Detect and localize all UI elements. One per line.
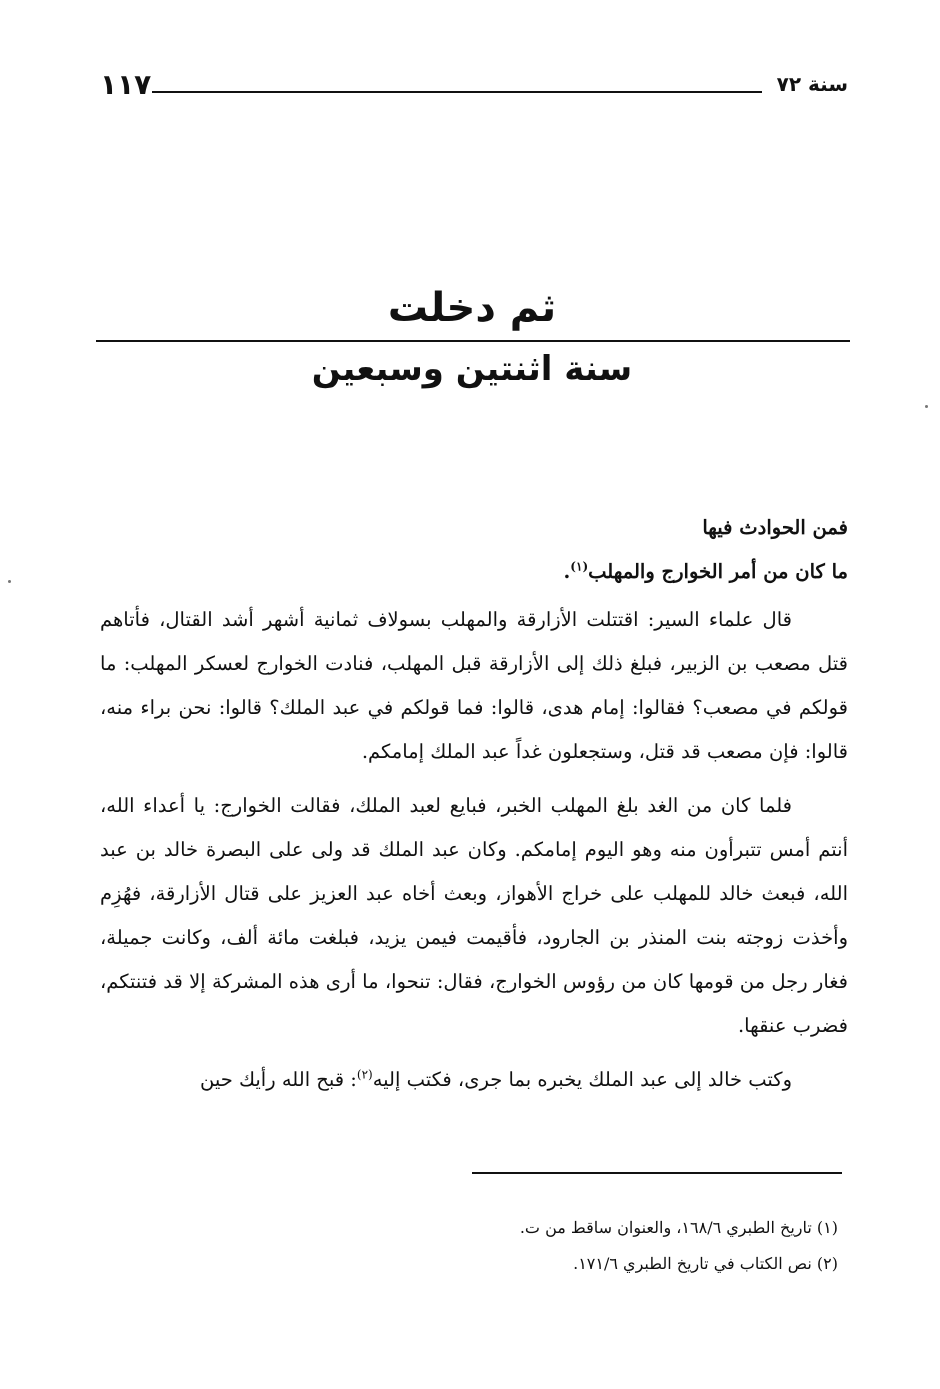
running-header <box>100 68 848 102</box>
scan-speck <box>8 580 11 583</box>
page-number: ١١٧ <box>100 68 152 101</box>
subheading-kharijites <box>100 550 848 594</box>
chapter-rule <box>96 340 850 342</box>
paragraph-3-start: وكتب خالد إلى عبد الملك يخبره بما جرى، فكتب إليه <box>372 1068 792 1091</box>
header-rule <box>152 91 762 93</box>
chapter-title-bottom: سنة اثنتين وسبعين <box>311 349 633 389</box>
scan-speck <box>925 405 928 408</box>
subheading-kharijites-text: ما كان من أمر الخوارج والمهلب <box>588 560 848 583</box>
paragraph-3-end: : قبح الله رأيك حين <box>199 1068 357 1091</box>
footnote-1: (١) تاريخ الطبري ١٦٨/٦، والعنوان ساقط من ت. <box>519 1218 838 1237</box>
footnote-2: (٢) نص الكتاب في تاريخ الطبري ١٧١/٦. <box>573 1254 838 1273</box>
subheading-events <box>100 506 848 550</box>
subheading-kharijites-end: . <box>563 560 571 583</box>
footnote-ref-1: (١) <box>570 559 589 574</box>
paragraph-2: فلما كان من الغد بلغ المهلب الخبر، فبايع لعبد الملك، فقالت الخوارج: يا أعداء الله، أنتم أمس تتبرأون منه وهو اليوم إمامكم. وكان عبد الملك قد ولى على البصرة خالد بن عبد الله، فبعث خالد للمهلب على خراج الأهواز، وبعث أخاه عبد العزيز على قتال الأزارقة، فهُزِم وأخذت زوجته بنت المنذر بن الجارود، فأقيمت فيمن يزيد، فبلغت مائة ألف، وكانت جميلة، فغار رجل من قومها كان من رؤوس الخوارج، فقال: تنحوا، ما أرى هذه المشركة إلا قد فتنتكم، فضرب عنقها. <box>100 794 848 1037</box>
header-year-label: سنة ٧٢ <box>776 72 848 96</box>
chapter-title-top: ثم دخلت <box>387 285 557 331</box>
paragraph-1: قال علماء السير: اقتتلت الأزارقة والمهلب بسولاف ثمانية أشهر أشد القتال، فأتاهم قتل مصعب بن الزبير، فبلغ ذلك إلى الأزارقة قبل المهلب، فنادت الخوارج لعسكر المهلب: ما قولكم في مصعب؟ فقالوا: إمام هدى، قالوا: فما قولكم في عبد الملك؟ قالوا: نحن براء منه، قالوا: فإن مصعب قد قتل، وستجعلون غداً عبد الملك إمامكم. <box>100 608 848 763</box>
footnotes <box>100 1210 838 1282</box>
footnote-ref-2: (٢) <box>356 1067 373 1082</box>
main-text <box>100 506 848 1102</box>
subheading-events-text: فمن الحوادث فيها <box>702 516 848 539</box>
paragraph-3 <box>100 1058 848 1102</box>
footnote-separator <box>472 1172 842 1174</box>
